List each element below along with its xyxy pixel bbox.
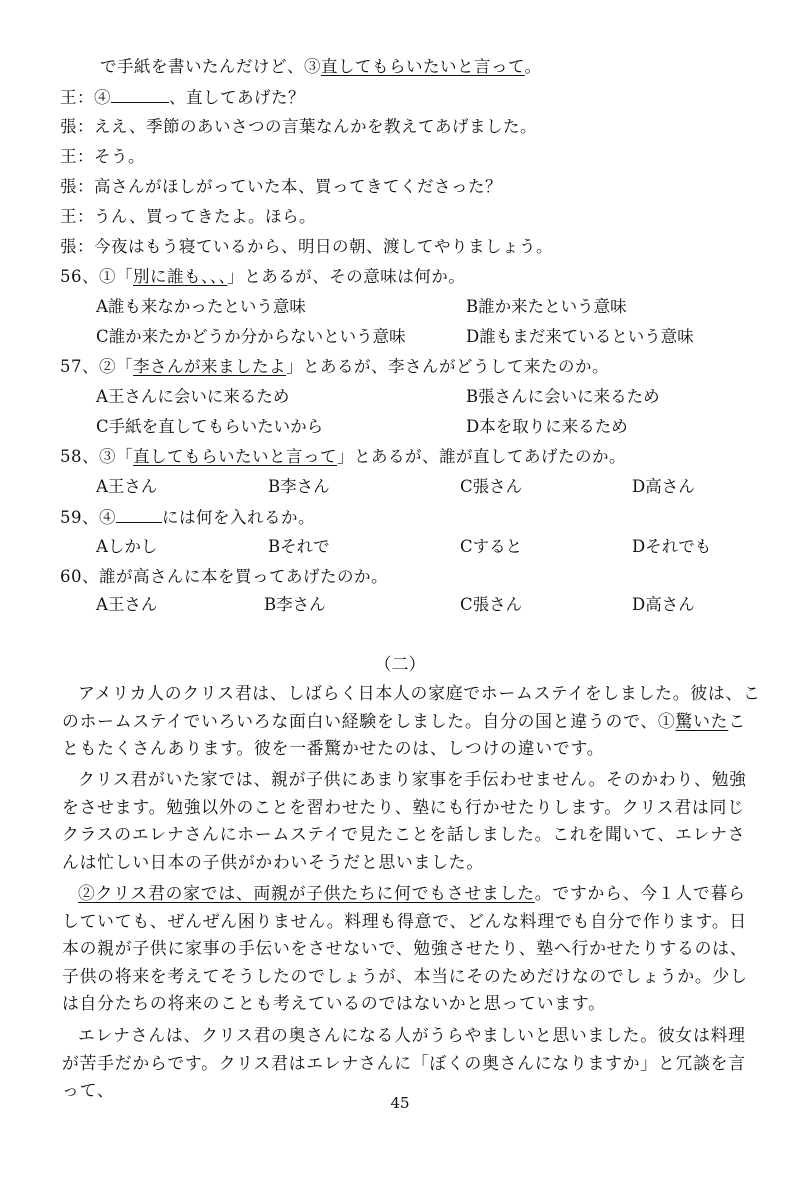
section-title: （二） [374,655,426,675]
option-58-a[interactable]: A王さん [96,477,158,496]
paragraph-text: クリス君がいた家では、親が子供にあまり家事を手伝わせません。そのかわり、勉強をさせます。勉強以外のことを習わせたり、塾にも行かせたりします。クリス君は同じクラスのエレナさんにホームステイで見たことを話しました。これを聞いて、エレナさんは忙しい日本の子供がかわいそうだと思いました。 [62,769,747,872]
quoted-phrase: 別に誰も、、、 [133,267,228,286]
option-60-a[interactable]: A王さん [96,595,158,614]
option-58-b[interactable]: B李さん [268,477,330,496]
passage-paragraph-2 [62,766,762,876]
option-57-d[interactable]: D本を取りに来るため [466,417,628,436]
option-57-b[interactable]: B張さんに会いに来るため [466,387,660,406]
blank-number: ④ [94,88,111,107]
question-text: 」とあるが、その意味は何か。 [227,267,466,286]
option-56-c[interactable]: C誰か来たかどうか分からないという意味 [96,327,406,346]
underlined-sentence: ②クリス君の家では、両親が子供たちに何でもさせました [78,883,535,903]
question-text: 59、④ [60,508,116,527]
page-number: 45 [390,1094,410,1112]
option-60-d[interactable]: D高さん [632,595,695,614]
option-60-b[interactable]: B李さん [264,595,326,614]
question-text: 56、①「 [60,267,133,286]
underlined-phrase: 驚いた [675,710,729,731]
option-57-c[interactable]: C手紙を直してもらいたいから [96,417,324,436]
option-59-a[interactable]: Aしかし [96,537,158,556]
option-59-d[interactable]: Dそれでも [632,537,712,556]
answer-blank [116,506,162,523]
dialogue-line-2: 張：ええ、季節のあいさつの言葉なんかを教えてあげました。 [60,117,537,136]
option-56-b[interactable]: B誰か来たという意味 [466,297,627,316]
marker: ③ [304,57,321,76]
question-57 [60,356,609,378]
option-59-b[interactable]: Bそれで [268,537,330,556]
text: 、直してあげた？ [169,88,305,107]
option-60-c[interactable]: C張さん [460,595,523,614]
question-text: 57、②「 [60,357,133,376]
dialogue-line-6: 張：今夜はもう寝ているから、明日の朝、渡してやりましょう。 [60,237,553,256]
dialogue-continuation [100,56,542,78]
question-text: 」とあるが、李さんがどうして来たのか。 [286,357,609,376]
question-59 [60,506,315,529]
dialogue-line-4: 張：高さんがほしがっていた本、買ってきてくださった？ [60,177,502,196]
quoted-phrase: 李さんが来ましたよ [133,357,286,376]
question-text: には何を入れるか。 [162,508,315,527]
paragraph-text: 。ですから、今１人で暮らしていても、ぜんぜん困りません。料理も得意で、どんな料理でも自分で作ります。日本の親が子供に家事の手伝いをさせないで、勉強させたり、塾へ行かせたりするのは、子供の将来を考えてそうしたのでしょうが、本当にそのためだけなのでしょうか。少しは自分たちの将来のことも考えているのではないかと思っています。 [62,883,748,1014]
question-text: 」とあるが、誰が直してあげたのか。 [337,447,626,466]
marker: ① [657,710,676,731]
paragraph-text: アメリカ人のクリス君は、しばらく日本人の家庭でホームステイをしました。彼は、このホームステイでいろいろな面白い経験をしました。自分の国と違うので、 [62,683,761,731]
question-58 [60,446,626,468]
dialogue-line-5: 王：うん、買ってきたよ。ほら。 [60,207,316,226]
text: 。 [524,57,542,76]
dialogue-line-1 [60,86,305,109]
question-56 [60,266,465,288]
passage-paragraph-1 [62,680,762,763]
paragraph-text: エレナさんは、クリス君の奥さんになる人がうらやましいと思いました。彼女は料理が苦手だからです。クリス君はエレナさんに「ぼくの奥さんになりますか」と冗談を言って、 [62,1025,746,1101]
answer-blank [111,86,169,103]
paragraph-text: こともたくさんあります。彼を一番驚かせたのは、しつけの違いです。 [62,710,746,759]
option-58-c[interactable]: C張さん [460,477,523,496]
option-59-c[interactable]: Cすると [460,537,523,556]
option-56-d[interactable]: D誰もまだ来ているという意味 [466,327,694,346]
passage-paragraph-3 [62,880,762,1018]
quoted-phrase: 直してもらいたいと言って [133,447,337,466]
option-58-d[interactable]: D高さん [632,477,695,496]
underlined-phrase: 直してもらいたいと言って [321,57,525,76]
option-56-a[interactable]: A誰も来なかったという意味 [96,297,306,316]
question-60: 60、誰が高さんに本を買ってあげたのか。 [60,567,388,586]
question-text: 58、③「 [60,447,133,466]
text: で手紙を書いたんだけど、 [100,57,304,76]
dialogue-line-3: 王：そう。 [60,147,145,166]
passage-paragraph-4 [62,1022,762,1105]
speaker: 王： [60,88,94,107]
option-57-a[interactable]: A王さんに会いに来るため [96,387,290,406]
